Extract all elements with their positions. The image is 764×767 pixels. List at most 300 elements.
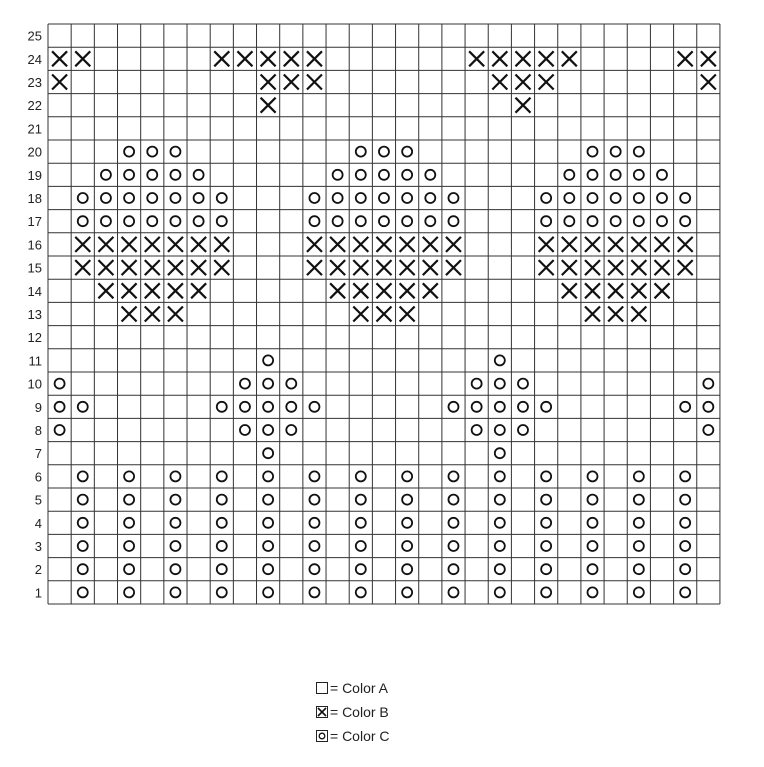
stitch-color-c — [402, 170, 412, 180]
stitch-color-b — [608, 260, 623, 275]
stitch-color-b — [608, 283, 623, 298]
stitch-color-b — [284, 51, 299, 66]
stitch-color-c — [170, 518, 180, 528]
stitch-color-b — [353, 283, 368, 298]
legend-label: = Color A — [330, 680, 388, 696]
stitch-color-c — [611, 216, 621, 226]
stitch-color-c — [309, 402, 319, 412]
stitch-color-b — [608, 237, 623, 252]
row-label: 16 — [27, 237, 42, 253]
stitch-color-c — [518, 425, 528, 435]
stitch-color-c — [541, 518, 551, 528]
stitch-color-c — [703, 425, 713, 435]
stitch-color-c — [356, 471, 366, 481]
stitch-color-c — [55, 402, 65, 412]
stitch-color-c — [448, 564, 458, 574]
stitch-color-c — [356, 147, 366, 157]
stitch-color-c — [240, 425, 250, 435]
stitch-color-b — [631, 237, 646, 252]
stitch-color-c — [147, 216, 157, 226]
stitch-color-b — [678, 51, 693, 66]
stitch-color-c — [263, 379, 273, 389]
row-label: 11 — [28, 353, 42, 369]
stitch-color-c — [356, 541, 366, 551]
stitch-color-c — [170, 587, 180, 597]
stitch-color-c — [309, 216, 319, 226]
stitch-color-c — [333, 216, 343, 226]
stitch-color-c — [402, 587, 412, 597]
row-label: 10 — [27, 376, 42, 392]
row-label: 12 — [27, 330, 42, 346]
stitch-color-c — [495, 355, 505, 365]
stitch-color-b — [261, 75, 276, 90]
stitch-color-c — [564, 216, 574, 226]
stitch-color-b — [701, 75, 716, 90]
stitch-color-c — [611, 193, 621, 203]
stitch-color-b — [145, 237, 160, 252]
stitch-color-b — [446, 260, 461, 275]
stitch-color-c — [170, 147, 180, 157]
stitch-color-b — [122, 283, 137, 298]
stitch-color-c — [124, 147, 134, 157]
cross-square-icon — [316, 706, 328, 718]
stitch-color-c — [495, 471, 505, 481]
stitch-color-c — [448, 495, 458, 505]
stitch-color-c — [541, 587, 551, 597]
stitch-color-c — [587, 147, 597, 157]
row-label: 22 — [27, 98, 42, 114]
stitch-color-c — [495, 564, 505, 574]
stitch-color-c — [263, 564, 273, 574]
stitch-color-b — [330, 283, 345, 298]
stitch-color-b — [307, 237, 322, 252]
stitch-color-c — [448, 587, 458, 597]
stitch-color-c — [495, 425, 505, 435]
stitch-color-c — [634, 518, 644, 528]
stitch-color-b — [145, 307, 160, 322]
row-label: 7 — [34, 446, 42, 462]
stitch-color-b — [515, 98, 530, 113]
stitch-color-c — [541, 541, 551, 551]
stitch-color-b — [98, 260, 113, 275]
stitch-color-c — [472, 425, 482, 435]
stitch-color-b — [353, 260, 368, 275]
stitch-color-c — [240, 402, 250, 412]
stitch-color-b — [122, 307, 137, 322]
row-label: 6 — [34, 469, 42, 485]
stitch-color-c — [170, 564, 180, 574]
stitch-color-b — [562, 51, 577, 66]
stitch-color-c — [356, 587, 366, 597]
legend — [316, 676, 390, 748]
stitch-color-c — [356, 170, 366, 180]
stitch-color-c — [402, 193, 412, 203]
stitch-color-c — [55, 425, 65, 435]
stitch-color-c — [680, 216, 690, 226]
stitch-color-b — [655, 237, 670, 252]
stitch-color-b — [678, 260, 693, 275]
row-label: 23 — [27, 75, 42, 90]
stitch-color-c — [217, 587, 227, 597]
stitch-color-b — [400, 237, 415, 252]
stitch-color-c — [634, 587, 644, 597]
stitch-color-b — [237, 51, 252, 66]
row-label: 1 — [34, 585, 42, 601]
stitch-color-c — [495, 587, 505, 597]
row-label: 18 — [27, 191, 42, 206]
stitch-color-b — [261, 98, 276, 113]
stitch-color-c — [379, 216, 389, 226]
stitch-color-b — [145, 260, 160, 275]
stitch-color-c — [55, 379, 65, 389]
stitch-color-b — [214, 237, 229, 252]
stitch-color-b — [539, 51, 554, 66]
stitch-color-b — [608, 307, 623, 322]
stitch-color-c — [263, 448, 273, 458]
stitch-color-c — [587, 495, 597, 505]
stitch-color-b — [585, 237, 600, 252]
stitch-color-b — [75, 237, 90, 252]
stitch-color-b — [75, 51, 90, 66]
stitch-color-c — [101, 170, 111, 180]
stitch-color-b — [307, 260, 322, 275]
stitch-color-c — [263, 402, 273, 412]
legend-item-color-c — [316, 724, 390, 748]
stitch-color-b — [376, 237, 391, 252]
stitch-color-c — [147, 170, 157, 180]
row-label: 9 — [34, 399, 42, 415]
stitch-color-c — [425, 193, 435, 203]
stitch-color-c — [217, 518, 227, 528]
stitch-color-c — [541, 564, 551, 574]
stitch-color-c — [587, 193, 597, 203]
stitch-color-c — [634, 495, 644, 505]
stitch-color-c — [194, 170, 204, 180]
stitch-color-b — [585, 307, 600, 322]
stitch-color-b — [562, 237, 577, 252]
stitch-color-c — [425, 170, 435, 180]
stitch-color-c — [217, 193, 227, 203]
stitch-color-c — [217, 495, 227, 505]
stitch-color-c — [634, 193, 644, 203]
stitch-color-b — [492, 51, 507, 66]
stitch-color-c — [657, 170, 667, 180]
stitch-color-c — [263, 425, 273, 435]
stitch-color-c — [657, 193, 667, 203]
stitch-color-b — [400, 307, 415, 322]
stitch-color-c — [379, 147, 389, 157]
stitch-color-c — [263, 355, 273, 365]
stitch-color-c — [124, 495, 134, 505]
stitch-color-c — [634, 541, 644, 551]
stitch-color-c — [448, 402, 458, 412]
stitch-color-c — [448, 216, 458, 226]
stitch-color-c — [703, 379, 713, 389]
stitch-color-b — [539, 75, 554, 90]
stitch-color-b — [191, 237, 206, 252]
stitch-color-c — [263, 587, 273, 597]
stitch-color-c — [587, 471, 597, 481]
stitch-color-b — [655, 260, 670, 275]
stitch-color-c — [379, 170, 389, 180]
stitch-color-c — [124, 541, 134, 551]
stitch-color-c — [309, 495, 319, 505]
stitch-color-b — [145, 283, 160, 298]
stitch-color-c — [333, 170, 343, 180]
stitch-color-c — [263, 518, 273, 528]
stitch-color-c — [78, 495, 88, 505]
legend-label: = Color C — [330, 728, 390, 744]
stitch-color-c — [495, 518, 505, 528]
row-label: 15 — [27, 260, 42, 276]
stitch-color-c — [495, 448, 505, 458]
row-label: 5 — [34, 492, 42, 508]
stitch-color-c — [124, 518, 134, 528]
legend-item-color-a — [316, 676, 390, 700]
stitch-color-c — [217, 402, 227, 412]
stitch-color-c — [147, 147, 157, 157]
stitch-color-c — [680, 518, 690, 528]
stitch-color-c — [634, 170, 644, 180]
stitch-color-b — [191, 283, 206, 298]
stitch-color-b — [214, 51, 229, 66]
stitch-color-c — [541, 495, 551, 505]
row-label: 2 — [34, 562, 42, 578]
stitch-color-c — [147, 193, 157, 203]
stitch-color-c — [78, 471, 88, 481]
stitch-color-b — [515, 75, 530, 90]
stitch-color-b — [168, 260, 183, 275]
stitch-color-c — [286, 379, 296, 389]
stitch-color-c — [680, 471, 690, 481]
stitch-color-c — [703, 402, 713, 412]
circle-square-icon — [316, 730, 328, 742]
stitch-color-c — [448, 518, 458, 528]
stitch-color-c — [194, 216, 204, 226]
stitch-color-b — [423, 260, 438, 275]
row-label: 20 — [27, 144, 42, 160]
stitch-color-c — [309, 471, 319, 481]
stitch-color-c — [448, 541, 458, 551]
stitch-color-c — [309, 541, 319, 551]
row-label: 19 — [27, 167, 42, 183]
stitch-color-c — [78, 518, 88, 528]
stitch-color-c — [124, 471, 134, 481]
stitch-color-b — [400, 283, 415, 298]
stitch-color-c — [634, 471, 644, 481]
stitch-color-c — [495, 495, 505, 505]
stitch-color-c — [680, 587, 690, 597]
stitch-color-b — [515, 51, 530, 66]
stitch-color-c — [356, 216, 366, 226]
stitch-color-c — [402, 216, 412, 226]
stitch-color-b — [539, 260, 554, 275]
blank-square-icon — [316, 682, 328, 694]
stitch-color-b — [562, 283, 577, 298]
stitch-color-c — [309, 564, 319, 574]
row-label: 21 — [27, 121, 42, 137]
stitch-color-c — [217, 541, 227, 551]
stitch-color-b — [492, 75, 507, 90]
row-label: 24 — [27, 51, 42, 67]
stitch-color-c — [541, 402, 551, 412]
stitch-color-c — [448, 471, 458, 481]
stitch-color-b — [585, 283, 600, 298]
stitch-color-b — [168, 283, 183, 298]
stitch-color-c — [170, 170, 180, 180]
stitch-color-c — [402, 471, 412, 481]
stitch-color-c — [263, 541, 273, 551]
row-label: 17 — [27, 214, 42, 230]
stitch-color-b — [376, 260, 391, 275]
stitch-color-c — [402, 147, 412, 157]
stitch-color-c — [78, 541, 88, 551]
stitch-color-c — [518, 402, 528, 412]
stitch-color-c — [170, 193, 180, 203]
stitch-color-b — [330, 260, 345, 275]
stitch-color-b — [330, 237, 345, 252]
stitch-color-c — [356, 564, 366, 574]
stitch-color-c — [263, 495, 273, 505]
stitch-color-c — [587, 216, 597, 226]
stitch-color-b — [469, 51, 484, 66]
row-label: 13 — [27, 307, 42, 322]
stitch-color-c — [217, 564, 227, 574]
stitch-color-c — [78, 216, 88, 226]
row-label: 8 — [34, 423, 42, 438]
stitch-color-c — [217, 471, 227, 481]
stitch-color-c — [611, 170, 621, 180]
stitch-color-c — [495, 402, 505, 412]
stitch-color-b — [562, 260, 577, 275]
stitch-color-b — [191, 260, 206, 275]
stitch-color-c — [356, 518, 366, 528]
stitch-color-c — [124, 193, 134, 203]
stitch-color-c — [680, 193, 690, 203]
stitch-color-c — [78, 402, 88, 412]
stitch-color-b — [655, 283, 670, 298]
stitch-color-c — [170, 541, 180, 551]
stitch-color-c — [333, 193, 343, 203]
stitch-color-c — [495, 379, 505, 389]
stitch-color-b — [585, 260, 600, 275]
stitch-color-b — [52, 51, 67, 66]
stitch-color-c — [240, 379, 250, 389]
stitch-color-c — [170, 471, 180, 481]
stitch-color-c — [309, 518, 319, 528]
stitch-color-c — [402, 541, 412, 551]
stitch-color-c — [170, 495, 180, 505]
stitch-color-c — [680, 495, 690, 505]
stitch-color-b — [98, 237, 113, 252]
stitch-color-c — [564, 170, 574, 180]
stitch-color-c — [472, 379, 482, 389]
stitch-color-c — [263, 471, 273, 481]
row-label: 4 — [34, 515, 42, 531]
legend-label: = Color B — [330, 704, 389, 720]
stitch-color-b — [400, 260, 415, 275]
stitch-color-b — [353, 237, 368, 252]
stitch-color-c — [402, 564, 412, 574]
stitch-color-c — [634, 564, 644, 574]
stitch-color-b — [701, 51, 716, 66]
stitch-color-c — [587, 170, 597, 180]
stitch-color-b — [376, 283, 391, 298]
stitch-color-c — [402, 495, 412, 505]
stitch-color-b — [631, 260, 646, 275]
stitch-color-c — [587, 564, 597, 574]
stitch-color-c — [309, 587, 319, 597]
stitch-color-b — [631, 283, 646, 298]
stitch-color-c — [124, 216, 134, 226]
stitch-color-c — [124, 564, 134, 574]
stitch-color-c — [217, 216, 227, 226]
stitch-color-c — [286, 425, 296, 435]
stitch-color-c — [101, 193, 111, 203]
stitch-color-c — [402, 518, 412, 528]
stitch-color-c — [495, 541, 505, 551]
stitch-color-b — [631, 307, 646, 322]
row-label: 25 — [27, 28, 42, 44]
stitch-color-b — [446, 237, 461, 252]
stitch-color-b — [353, 307, 368, 322]
stitch-color-c — [564, 193, 574, 203]
stitch-color-b — [284, 75, 299, 90]
stitch-color-c — [587, 587, 597, 597]
stitch-color-b — [261, 51, 276, 66]
stitch-color-b — [307, 75, 322, 90]
stitch-color-c — [611, 147, 621, 157]
row-label: 3 — [34, 539, 42, 554]
stitch-color-c — [680, 402, 690, 412]
stitch-color-c — [541, 216, 551, 226]
stitch-color-c — [78, 587, 88, 597]
stitch-color-c — [587, 541, 597, 551]
stitch-color-b — [423, 237, 438, 252]
stitch-color-b — [168, 307, 183, 322]
stitch-color-c — [541, 193, 551, 203]
stitch-color-b — [122, 237, 137, 252]
legend-item-color-b — [316, 700, 390, 724]
stitch-color-c — [124, 170, 134, 180]
stitch-color-b — [423, 283, 438, 298]
stitch-color-b — [214, 260, 229, 275]
stitch-color-c — [124, 587, 134, 597]
stitch-color-c — [101, 216, 111, 226]
stitch-color-c — [379, 193, 389, 203]
stitch-color-c — [518, 379, 528, 389]
row-label: 14 — [27, 283, 42, 299]
stitch-color-c — [194, 193, 204, 203]
stitch-color-b — [307, 51, 322, 66]
stitch-color-c — [541, 471, 551, 481]
stitch-color-c — [356, 495, 366, 505]
stitch-color-c — [634, 216, 644, 226]
stitch-color-b — [678, 237, 693, 252]
stitch-color-c — [587, 518, 597, 528]
stitch-color-c — [356, 193, 366, 203]
stitch-color-b — [539, 237, 554, 252]
stitch-color-c — [78, 564, 88, 574]
stitch-color-c — [680, 541, 690, 551]
stitch-color-c — [309, 193, 319, 203]
stitch-color-c — [448, 193, 458, 203]
stitch-color-b — [75, 260, 90, 275]
stitch-color-b — [52, 75, 67, 90]
stitch-color-c — [657, 216, 667, 226]
stitch-color-b — [122, 260, 137, 275]
stitch-color-b — [168, 237, 183, 252]
